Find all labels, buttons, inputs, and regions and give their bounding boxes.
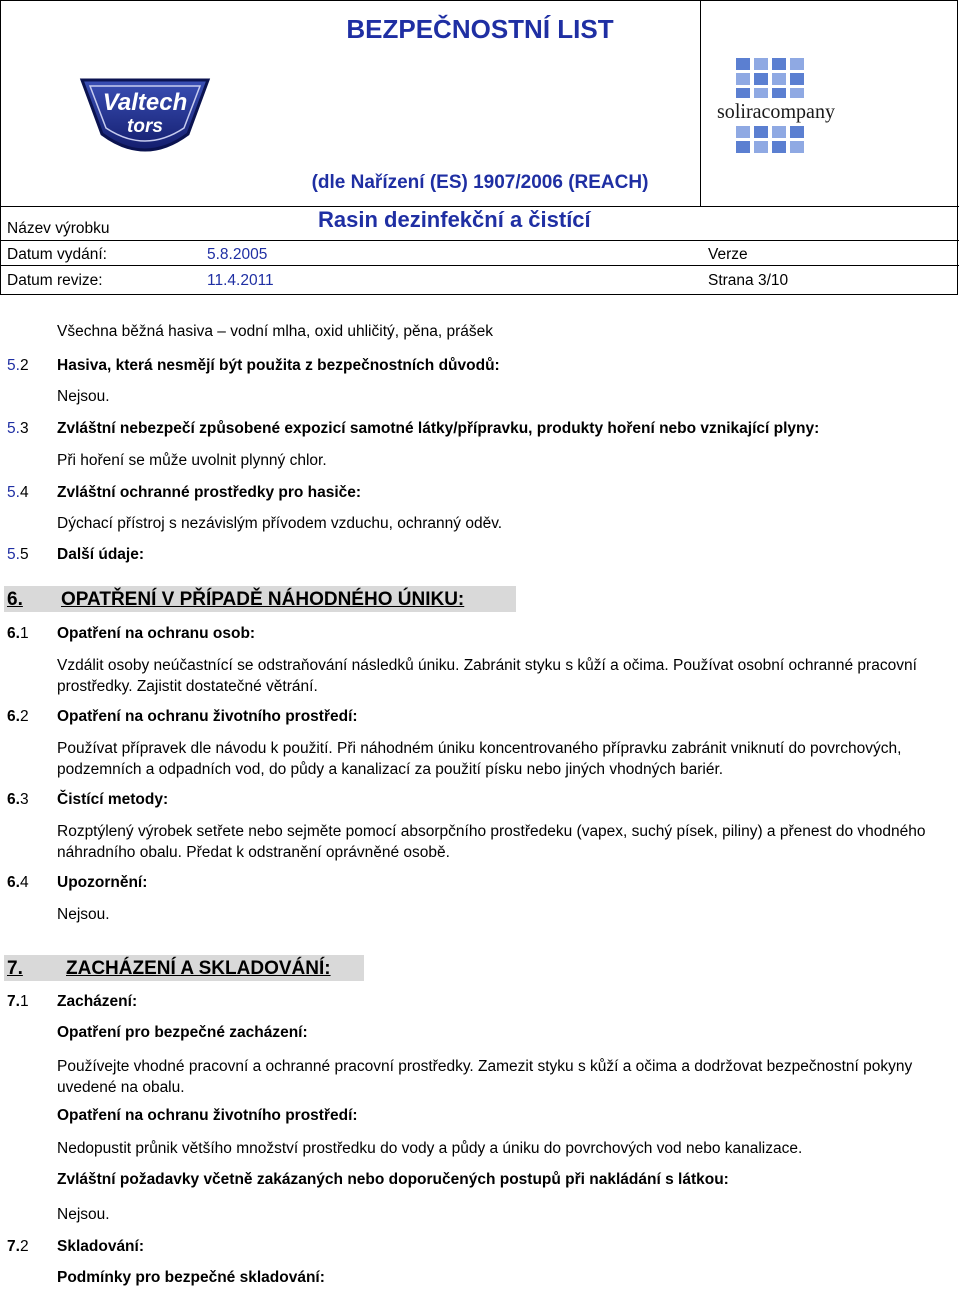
solira-logo [714, 56, 838, 160]
section-number: 5.3 [7, 420, 29, 437]
subsection-subheading: Opatření na ochranu životního prostředí: [57, 1107, 358, 1124]
solira-logo-text: soliracompany [717, 99, 836, 123]
section-number: 7.2 [7, 1238, 29, 1255]
revision-date-label: Datum revize: [7, 272, 103, 289]
subsection-subheading: Zvláštní požadavky včetně zakázaných nebo doporučených postupů při nakládání s látkou: [57, 1171, 729, 1188]
paragraph: Vzdálit osoby neúčastnící se odstraňování následků úniku. Zabránit styku s kůží a očima. Používat osobní ochranné pracovní prostředky. Zajistit dostatečné větrání. [57, 657, 917, 695]
valtech-logo [76, 74, 214, 160]
paragraph: Nedopustit průnik většího množství prostředku do vody a půdy a úniku do povrchových vod nebo kanalizace. [57, 1140, 803, 1157]
section-number: 5.4 [7, 484, 29, 501]
subsection-heading: Zvláštní ochranné prostředky pro hasiče: [57, 484, 362, 501]
paragraph: Používejte vhodné pracovní a ochranné pracovní prostředky. Zamezit styku s kůží a očima a dodržovat bezpečnostní pokyny uvedené na obalu. [57, 1058, 913, 1096]
subsection-subheading: Podmínky pro bezpečné skladování: [57, 1269, 325, 1286]
version-label: Verze [708, 246, 748, 263]
subsection-heading: Zacházení: [57, 993, 138, 1010]
subsection-heading: Upozornění: [57, 874, 148, 891]
section-number: 6.4 [7, 874, 29, 891]
subsection-heading: Hasiva, která nesmějí být použita z bezpečnostních důvodů: [57, 357, 500, 374]
page-number: Strana 3/10 [708, 272, 789, 289]
subsection-heading: Opatření na ochranu osob: [57, 625, 256, 642]
header-divider [1, 240, 959, 241]
paragraph: Všechna běžná hasiva – vodní mlha, oxid uhličitý, pěna, prášek [57, 323, 493, 340]
document-title: BEZPEČNOSTNÍ LIST [346, 14, 614, 44]
section-title: ZACHÁZENÍ A SKLADOVÁNÍ: [66, 958, 331, 979]
valtech-logo-subtext: tors [127, 116, 163, 137]
subsection-subheading: Opatření pro bezpečné zacházení: [57, 1024, 308, 1041]
section-number: 6.2 [7, 708, 29, 725]
section-number: 6. [7, 589, 23, 610]
subsection-heading: Zvláštní nebezpečí způsobené expozicí samotné látky/přípravku, produkty hoření nebo vznikající plyny: [57, 420, 820, 437]
paragraph: Při hoření se může uvolnit plynný chlor. [57, 452, 327, 469]
section-title: OPATŘENÍ V PŘÍPADĚ NÁHODNÉHO ÚNIKU: [61, 589, 465, 610]
valtech-logo-text: Valtech [102, 89, 188, 116]
section-number: 7. [7, 958, 23, 979]
issue-date: 5.8.2005 [207, 246, 268, 263]
section-number: 5.5 [7, 546, 29, 563]
paragraph: Nejsou. [57, 388, 110, 405]
revision-date: 11.4.2011 [207, 272, 274, 289]
product-name: Rasin dezinfekční a čistící [318, 207, 591, 232]
paragraph: Nejsou. [57, 1206, 110, 1223]
subsection-heading: Skladování: [57, 1238, 144, 1255]
regulation-subtitle: (dle Nařízení (ES) 1907/2006 (REACH) [311, 172, 649, 193]
paragraph: Rozptýlený výrobek setřete nebo sejměte pomocí absorpčního prostředeku (vapex, suchý písek, piliny) a přenest do vhodného náhradního obalu. Předat k odstranění oprávněné osobě. [57, 823, 926, 861]
section-number: 6.3 [7, 791, 29, 808]
subsection-heading: Další údaje: [57, 546, 144, 563]
paragraph: Používat přípravek dle návodu k použití. Při náhodném úniku koncentrovaného přípravku zabránit vniknutí do povrchových, podzemních a odpadních vod, do půdy a kanalizací za použití písku nebo jiných vhodných bariér. [57, 740, 902, 778]
issue-date-label: Datum vydání: [7, 246, 107, 263]
header-divider [1, 265, 959, 266]
section-number: 7.1 [7, 993, 29, 1010]
product-label: Název výrobku [7, 220, 110, 237]
subsection-heading: Čistící metody: [57, 791, 169, 808]
paragraph: Dýchací přístroj s nezávislým přívodem vzduchu, ochranný oděv. [57, 515, 503, 532]
paragraph: Nejsou. [57, 906, 110, 923]
section-number: 6.1 [7, 625, 29, 642]
subsection-heading: Opatření na ochranu životního prostředí: [57, 708, 358, 725]
section-number: 5.2 [7, 357, 29, 374]
